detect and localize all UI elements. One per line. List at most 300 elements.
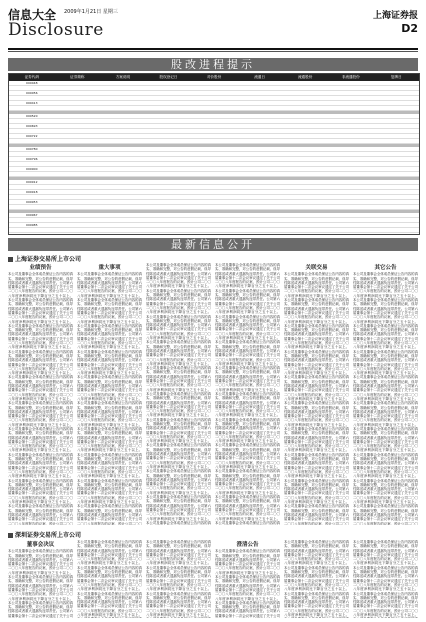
table-cell [146, 233, 192, 235]
table-cell [374, 134, 420, 138]
table-cell [9, 119, 55, 123]
article-column [215, 540, 280, 618]
table-cell: 000413 [26, 101, 38, 105]
table-cell [100, 129, 146, 133]
table-cell [374, 114, 420, 118]
table-cell [237, 172, 283, 176]
table-cell [191, 167, 237, 171]
table-cell [191, 180, 237, 184]
table-cell [328, 205, 374, 209]
table-cell [282, 172, 328, 176]
column-header: 复牌日 [390, 75, 402, 79]
table-cell [374, 167, 420, 171]
table-cell [374, 139, 420, 143]
table-cell [146, 129, 192, 133]
table-cell [9, 195, 55, 199]
table-cell [146, 139, 192, 143]
table-cell [191, 119, 237, 123]
table-cell [146, 119, 192, 123]
table-cell [282, 101, 328, 105]
table-cell [146, 134, 192, 138]
table-cell [146, 195, 192, 199]
article-text: 本公司及董事会全体成员保证公告内容的真实、准确和完整，对公告的虚假记载、误导性陈述或者重大遗漏负连带责任。公司第六届董事会第十二次会议审议通过了关于公司二〇〇八年度报告的议案，预计公司二〇〇八年度净利润同比下降百分之五十以上。 本公司及董事会全体成员保证公告内容的真实、准确和完整，对公告的虚假记载、误导性陈述或者重大遗漏负连带责任。公司第六届董事会第十二次会议审议通过了关于公司二〇〇八年度报告的议案，预计公司二〇〇八年度净利润同比下降百分之五十以上。 本公司及董事会全体成员保证公告内容的真实、准确和完整，对公告的虚假记载、误导性陈述或者重大遗漏负连带责任。公司第六届董事会第十二次会议审议通过了关于公司二〇〇八年度报告的议案，预计公司二〇〇八年度净利润同比下降百分之五十以上。 [353, 540, 418, 618]
article-column [146, 263, 211, 525]
table-cell [55, 81, 101, 85]
table-cell [100, 180, 146, 184]
table-cell [328, 190, 374, 194]
table-cell [237, 139, 283, 143]
table-cell [55, 147, 101, 151]
banner-title: 股改进程提示 [171, 58, 255, 71]
table-cell [237, 228, 283, 232]
table-cell [9, 106, 55, 110]
shanghai-heading-text: 上海证券交易所上市公司 [15, 256, 82, 263]
table-cell [282, 129, 328, 133]
table-cell [100, 190, 146, 194]
table-cell: 000048 [26, 81, 38, 85]
table-cell [374, 213, 420, 217]
table-cell [282, 167, 328, 171]
table-cell [282, 205, 328, 209]
page-number: D2 [401, 22, 418, 35]
article-text: 本公司及董事会全体成员保证公告内容的真实、准确和完整，对公告的虚假记载、误导性陈述或者重大遗漏负连带责任。公司第六届董事会第十二次会议审议通过了关于公司二〇〇八年度报告的议案，预计公司二〇〇八年度净利润同比下降百分之五十以上。 本公司及董事会全体成员保证公告内容的真实、准确和完整，对公告的虚假记载、误导性陈述或者重大遗漏负连带责任。公司第六届董事会第十二次会议审议通过了关于公司二〇〇八年度报告的议案，预计公司二〇〇八年度净利润同比下降百分之五十以上。 本公司及董事会全体成员保证公告内容的真实、准确和完整，对公告的虚假记载、误导性陈述或者重大遗漏负连带责任。公司第六届董事会第十二次会议审议通过了关于公司二〇〇八年度报告的议案，预计公司二〇〇八年度净利润同比下降百分之五十以上。 本公司及董事会全体成员保证公告内容的真实、准确和完整，对公告的虚假记载、误导性陈述或者重大遗漏负连带责任。公司第六届董事会第十二次会议审议通过了关于公司二〇〇八年度报告的议案，预计公司二〇〇八年度净利润同比下降百分之五十以上。 本公司及董事会全体成员保证公告内容的真实、准确和完整，对公告的虚假记载、误导性陈述或者重大遗漏负连带责任。公司第六届董事会第十二次会议审议通过了关于公司二〇〇八年度报告的议案，预计公司二〇〇八年度净利润同比下降百分之五十以上。 本公司及董事会全体成员保证公告内容的真实、准确和完整，对公告的虚假记载、误导性陈述或者重大遗漏负连带责任。公司第六届董事会第十二次会议审议通过了关于公司二〇〇八年度报告的议案，预计公司二〇〇八年度净利润同比下降百分之五十以上。 本公司及董事会全体成员保证公告内容的真实、准确和完整，对公告的虚假记载、误导性陈述或者重大遗漏负连带责任。公司第六届董事会第十二次会议审议通过了关于公司二〇〇八年度报告的议案，预计公司二〇〇八年度净利润同比下降百分之五十以上。 本公司及董事会全体成员保证公告内容的真实、准确和完整，对公告的虚假记载、误导性陈述或者重大遗漏负连带责任。公司第六届董事会第十二次会议审议通过了关于公司二〇〇八年度报告的议案，预计公司二〇〇八年度净利润同比下降百分之五十以上。 本公司及董事会全体成员保证公告内容的真实、准确和完整，对公告的虚假记载、误导性陈述或者重大遗漏负连带责任。公司第六届董事会第十二次会议审议通过了关于公司二〇〇八年度报告的议案，预计公司二〇〇八年度净利润同比下降百分之五十以上。 本公司及董事会全体成员保证公告内容的真实、准确和完整，对公告的虚假记载、误导性陈述或者重大遗漏负连带责任。公司第六届董事会第十二次会议审议通过了关于公司二〇〇八年度报告的议案，预计公司二〇〇八年度净利润同比下降百分之五十以上。 本公司及董事会全体成员保证公告内容的真 [215, 263, 280, 525]
table-cell [191, 147, 237, 151]
table-cell [328, 157, 374, 161]
table-cell [328, 129, 374, 133]
table-cell [146, 167, 192, 171]
table-cell [9, 228, 55, 232]
latest-banner [8, 238, 418, 251]
table-cell [55, 91, 101, 95]
table-cell [374, 172, 420, 176]
table-cell [100, 172, 146, 176]
table-cell [55, 139, 101, 143]
table-cell [191, 86, 237, 90]
table-cell [100, 106, 146, 110]
table-cell [146, 185, 192, 189]
table-cell: 000918 [26, 190, 38, 194]
table-cell [237, 162, 283, 166]
table-cell [191, 139, 237, 143]
table-cell [374, 162, 420, 166]
table-cell [237, 124, 283, 128]
table-cell [237, 157, 283, 161]
table-cell [237, 147, 283, 151]
table-cell: 000722 [26, 134, 38, 138]
table-cell [100, 228, 146, 232]
table-cell [237, 81, 283, 85]
table-cell [146, 190, 192, 194]
table-cell [191, 134, 237, 138]
table-cell [146, 180, 192, 184]
section-title: Disclosure [8, 20, 104, 40]
column-heading: 澄清公告 [236, 542, 259, 548]
table-cell [282, 190, 328, 194]
divider [8, 51, 418, 52]
article-text: 本公司及董事会全体成员保证公告内容的真实、准确和完整，对公告的虚假记载、误导性陈述或者重大遗漏负连带责任。公司第六届董事会第十二次会议审议通过了关于公司二〇〇八年度报告的议案，预计公司二〇〇八年度净利润同比下降百分之五十以上。 本公司及董事会全体成员保证公告内容的真实、准确和完整，对公告的虚假记载、误导性陈述或者重大遗漏负连带责任。公司第六届董事会第十二次会议审议通过了关于公司二〇〇八年度报告的议案，预计公司二〇〇八年度净利润同比下降百分之五十以上。 本公司及董事会全体成员保证公告内容的真实、准确和完整，对公告的虚假记载、误导性陈述或者重大遗漏负连带责任。公司第六届董事会第十二次会议审议通过了关于公司二〇〇八年度报告的议案，预计公司二〇〇八年度净利润同比下降百分之五十以上。 本公司及董事会全体成员保证公告内容的真实、准确和完整，对公告的虚假记载、误导性陈述或者重大遗漏负连带责任。公司第六届董事会第十二次会议审议通过了关于公司二〇〇八年度报告的议案，预计公司二〇〇八年度净利润同比下降百分之五十以上。 本公司及董事会全体成员保证公告内容的真实、准确和完整，对公告的虚假记载、误导性陈述或者重大遗漏负连带责任。公司第六届董事会第十二次会议审议通过了关于公司二〇〇八年度报告的议案，预计公司二〇〇八年度净利润同比下降百分之五十以上。 本公司及董事会全体成员保证公告内容的真实、准确和完整，对公告的虚假记载、误导性陈述或者重大遗漏负连带责任。公司第六届董事会第十二次会议审议通过了关于公司二〇〇八年度报告的议案，预计公司二〇〇八年度净利润同比下降百分之五十以上。 本公司及董事会全体成员保证公告内容的真实、准确和完整，对公告的虚假记载、误导性陈述或者重大遗漏负连带责任。公司第六届董事会第十二次会议审议通过了关于公司二〇〇八年度报告的议案，预计公司二〇〇八年度净利润同比下降百分之五十以上。 本公司及董事会全体成员保证公告内容的真实、准确和完整，对公告的虚假记载、误导性陈述或者重大遗漏负连带责任。公司第六届董事会第十二次会议审议通过了关于公司二〇〇八年度报告的议案，预计公司二〇〇八年度净利润同比下降百分之五十以上。 本公司及董事会全体成员保证公告内容的真实、准确和完整，对公告的虚假记载、误导性陈述或者重大遗漏负连带责任。公司第六届董事会第十二次会议审议通过了关于公司二〇〇八年度报告的议案，预计公司二〇〇八年度净利润同比下降百分之五十以上。 本公司及董事会全体成员保证公告内容的真实、准确和完整，对公告的虚假记载、误导性陈述或者重大遗漏负连带责任。公司第六届董事会第十二次会议审议通过了关于公司二〇〇八年度报告的议案，预计公司二〇〇 [353, 272, 418, 525]
table-cell [328, 233, 374, 235]
table-cell [55, 213, 101, 217]
table-cell [9, 139, 55, 143]
table-cell [191, 162, 237, 166]
table-cell [55, 134, 101, 138]
table-cell [328, 152, 374, 156]
table-body [9, 81, 419, 235]
table-cell [237, 134, 283, 138]
table-cell [282, 119, 328, 123]
table-cell [146, 228, 192, 232]
table-cell [55, 86, 101, 90]
table-cell: 000900 [26, 167, 38, 171]
table-cell [282, 152, 328, 156]
table-cell [237, 223, 283, 227]
table-cell [328, 195, 374, 199]
table-cell [374, 205, 420, 209]
table-cell [328, 119, 374, 123]
table-cell: 000796 [26, 157, 38, 161]
table-cell [237, 233, 283, 235]
article-text: 本公司及董事会全体成员保证公告内容的真实、准确和完整，对公告的虚假记载、误导性陈述或者重大遗漏负连带责任。公司第六届董事会第十二次会议审议通过了关于公司二〇〇八年度报告的议案，预计公司二〇〇八年度净利润同比下降百分之五十以上。 本公司及董事会全体成员保证公告内容的真实、准确和完整，对公告的虚假记载、误导性陈述或者重大遗漏负连带责任。公司第六届董事会第十二次会议审议通过了关于公司二〇〇八年度报告的议案，预计公司二〇〇八年度净利润同比下降百分之五十以上。 本公司及董事会全体成员保证公告内容的真实、准确和完整，对公告的虚假记载、误导性陈述或者重大遗漏负连带责任。公司第六届董事会第十二次会议审议通过了关于公司二〇〇八年度报告的议案，预计公司二〇〇八年度净利润同比下降百分之五十以上。 本公司及董事会全体成员保证公告内容的真实、准确和完整，对公告的虚假记载、误导性陈述或者重大遗漏负连带责任。公司第六届董事会第十二次会议审议通过了关于公司二〇〇八年度报告的议案，预计公司二〇〇八年度净利润同比下降百分之五十以上。 本公司及董事会全体成员保证公告内容的真实、准确和完整，对公告的虚假记载、误导性陈述或者重大遗漏负连带责任。公司第六届董事会第十二次会议审议通过了关于公司二〇〇八年度报告的议案，预计公司二〇〇八年度净利润同比下降百分之五十以上。 本公司及董事会全体成员保证公告内容的真实、准确和完整，对公告的虚假记载、误导性陈述或者重大遗漏负连带责任。公司第六届董事会第十二次会议审议通过了关于公司二〇〇八年度报告的议案，预计公司二〇〇八年度净利润同比下降百分之五十以上。 本公司及董事会全体成员保证公告内容的真实、准确和完整，对公告的虚假记载、误导性陈述或者重大遗漏负连带责任。公司第六届董事会第十二次会议审议通过了关于公司二〇〇八年度报告的议案，预计公司二〇〇八年度净利润同比下降百分之五十以上。 本公司及董事会全体成员保证公告内容的真实、准确和完整，对公告的虚假记载、误导性陈述或者重大遗漏负连带责任。公司第六届董事会第十二次会议审议通过了关于公司二〇〇八年度报告的议案，预计公司二〇〇八年度净利润同比下降百分之五十以上。 本公司及董事会全体成员保证公告内容的真实、准确和完整，对公告的虚假记载、误导性陈述或者重大遗漏负连带责任。公司第六届董事会第十二次会议审议通过了关于公司二〇〇八年度报告的议案，预计公司二〇〇八年度净利润同比下降百分之五十以上。 本公司及董事会全体成员保证公告内容的真实、准确和完整，对公告的虚假记载、误导性陈述或者重大遗漏负连带责任。公司第六届董事会第十二次会议审议通过了关于公司二〇〇八年度报告的议案，预计公司二〇〇 [77, 272, 142, 525]
table-cell: 000912 [26, 180, 38, 184]
table-cell: 000985 [26, 223, 38, 227]
table-cell [100, 185, 146, 189]
table-cell [328, 172, 374, 176]
table-cell [146, 106, 192, 110]
table-cell [328, 134, 374, 138]
table-cell [191, 172, 237, 176]
table-cell [282, 185, 328, 189]
table-cell [100, 81, 146, 85]
table-cell [146, 96, 192, 100]
table-cell [55, 162, 101, 166]
table-cell [328, 86, 374, 90]
table-cell [282, 195, 328, 199]
banner-title: 最新信息公开 [171, 238, 255, 251]
table-cell: 000056 [26, 91, 38, 95]
article-text: 本公司及董事会全体成员保证公告内容的真实、准确和完整，对公告的虚假记载、误导性陈述或者重大遗漏负连带责任。公司第六届董事会第十二次会议审议通过了关于公司二〇〇八年度报告的议案，预计公司二〇〇八年度净利润同比下降百分之五十以上。 本公司及董事会全体成员保证公告内容的真实、准确和完整，对公告的虚假记载、误导性陈述或者重大遗漏负连带责任。公司第六届董事会第十二次会议审议通过了关于公司二〇〇八年度报告的议案，预计公司二〇〇八年度净利润同比下降百分之五十以上。 本公司及董事会全体成员保证公告内容的真实、准确和完整，对公告的虚假记载、误导性陈述或者重大遗漏负连带责任。公司第六届董事会第十二次会议审议通过了关于公司二〇〇八年度报告的议案，预计公司二〇〇八年度净利润同比下降百分之五十以上。 [77, 540, 142, 618]
table-cell [328, 185, 374, 189]
table-cell [282, 200, 328, 204]
table-cell [374, 106, 420, 110]
table-cell [100, 124, 146, 128]
table-cell [328, 167, 374, 171]
reform-banner [8, 58, 418, 71]
table-cell [237, 106, 283, 110]
table-cell [146, 114, 192, 118]
table-cell [282, 157, 328, 161]
article-column [284, 263, 349, 525]
table-cell [100, 213, 146, 217]
column-heading: 董事会决议 [26, 542, 55, 548]
table-cell [328, 147, 374, 151]
table-cell [282, 228, 328, 232]
table-cell [282, 147, 328, 151]
table-cell [191, 106, 237, 110]
table-cell [374, 180, 420, 184]
table-cell [55, 180, 101, 184]
column-heading: 其它公告 [374, 265, 397, 271]
table-cell [191, 228, 237, 232]
table-cell [146, 218, 192, 222]
table-cell [9, 96, 55, 100]
table-header [9, 74, 419, 81]
table-cell [282, 180, 328, 184]
table-cell [55, 129, 101, 133]
table-cell [237, 114, 283, 118]
table-cell [55, 195, 101, 199]
article-column [77, 540, 142, 618]
table-cell [100, 139, 146, 143]
table-cell [328, 101, 374, 105]
shenzhen-heading [8, 530, 81, 539]
table-cell [146, 152, 192, 156]
table-cell [55, 228, 101, 232]
table-cell [328, 223, 374, 227]
table-cell [55, 101, 101, 105]
table-cell [328, 106, 374, 110]
table-cell [146, 101, 192, 105]
column-header: 股权登记日 [159, 75, 178, 79]
article-text: 本公司及董事会全体成员保证公告内容的真实、准确和完整，对公告的虚假记载、误导性陈述或者重大遗漏负连带责任。公司第六届董事会第十二次会议审议通过了关于公司二〇〇八年度报告的议案，预计公司二〇〇八年度净利润同比下降百分之五十以上。 本公司及董事会全体成员保证公告内容的真实、准确和完整，对公告的虚假记载、误导性陈述或者重大遗漏负连带责任。公司第六届董事会第十二次会议审议通过了关于公司二〇〇八年度报告的议案，预计公司二〇〇八年度净利润同比下降百分之五十以上。 本公司及董事会全体成员保证公告内容的真实、准确和完整，对公告的虚假记载、误导性陈述或者重大遗漏负连带责任。公司第六届董事会第十二次会议审议通过了关于公司二〇〇八年度报告的议案，预计公司二〇〇八年度净利润同比下降百分之五十以上。 [284, 540, 349, 618]
table-cell [237, 152, 283, 156]
table-cell [55, 96, 101, 100]
table-cell [237, 129, 283, 133]
brand-title: 信息大全 [8, 8, 57, 22]
table-cell [55, 223, 101, 227]
table-cell [191, 190, 237, 194]
table-cell [191, 218, 237, 222]
table-cell [237, 195, 283, 199]
table-cell [146, 124, 192, 128]
table-cell [100, 101, 146, 105]
table-cell [9, 205, 55, 209]
table-cell: 000780 [26, 147, 38, 151]
article-column [353, 540, 418, 618]
table-cell [374, 101, 420, 105]
article-text: 本公司及董事会全体成员保证公告内容的真实、准确和完整，对公告的虚假记载、误导性陈述或者重大遗漏负连带责任。公司第六届董事会第十二次会议审议通过了关于公司二〇〇八年度报告的议案，预计公司二〇〇八年度净利润同比下降百分之五十以上。 本公司及董事会全体成员保证公告内容的真实、准确和完整，对公告的虚假记载、误导性陈述或者重大遗漏负连带责任。公司第六届董事会第十二次会议审议通过了关于公司二〇〇八年度报告的议案，预计公司二〇〇八年度净利润同比下降百分之五十以上。 本公司及董事会全体成员保证公告内容的真实、准确和完整，对公告的虚假记载、误导性陈述或者重大遗漏负连带责任。公司第六届董事会第十二次会议审议通过了关于公司二〇〇八年度报告的议案，预计公司二〇〇八年度净利润同比下降百分之五十以上。 [146, 540, 211, 618]
table-cell [191, 195, 237, 199]
table-cell [191, 213, 237, 217]
table-cell [374, 124, 420, 128]
table-cell [55, 185, 101, 189]
table-cell [100, 223, 146, 227]
table-cell [237, 190, 283, 194]
table-cell [100, 233, 146, 235]
table-cell [328, 213, 374, 217]
table-cell [328, 139, 374, 143]
article-column [284, 540, 349, 618]
table-cell [237, 180, 283, 184]
table-cell [237, 185, 283, 189]
table-cell [55, 233, 101, 235]
column-header: 流通日 [254, 75, 265, 79]
table-cell [374, 152, 420, 156]
table-cell [100, 195, 146, 199]
table-cell [237, 205, 283, 209]
table-cell [146, 223, 192, 227]
table-cell [374, 195, 420, 199]
table-cell [237, 200, 283, 204]
table-cell [282, 218, 328, 222]
column-header: 证券简称 [70, 75, 85, 79]
table-cell [374, 228, 420, 232]
table-cell [374, 157, 420, 161]
table-cell [374, 96, 420, 100]
table-cell [328, 200, 374, 204]
table-cell [100, 162, 146, 166]
table-cell [55, 167, 101, 171]
table-cell [55, 205, 101, 209]
table-cell [146, 147, 192, 151]
table-cell [191, 101, 237, 105]
table-cell: 000520 [26, 114, 38, 118]
shenzhen-heading-text: 深圳证券交易所上市公司 [15, 532, 82, 539]
table-cell [237, 119, 283, 123]
table-cell [282, 114, 328, 118]
table-cell [191, 96, 237, 100]
table-cell [237, 91, 283, 95]
table-cell [55, 172, 101, 176]
table-cell: 000953 [26, 200, 38, 204]
article-column [8, 263, 73, 525]
table-cell [100, 134, 146, 138]
article-column [353, 263, 418, 525]
divider [8, 48, 418, 50]
table-cell [191, 114, 237, 118]
table-cell [191, 91, 237, 95]
shenzhen-columns [8, 540, 418, 618]
table-cell [191, 129, 237, 133]
table-cell: 000693 [26, 124, 38, 128]
table-cell [328, 124, 374, 128]
table-cell [100, 205, 146, 209]
table-cell [374, 185, 420, 189]
table-cell [328, 96, 374, 100]
table-cell [146, 157, 192, 161]
table-cell [100, 152, 146, 156]
column-header: 证券代码 [24, 75, 39, 79]
table-cell [328, 91, 374, 95]
table-cell [55, 190, 101, 194]
table-cell [374, 119, 420, 123]
article-text: 本公司及董事会全体成员保证公告内容的真实、准确和完整，对公告的虚假记载、误导性陈述或者重大遗漏负连带责任。公司第六届董事会第十二次会议审议通过了关于公司二〇〇八年度报告的议案，预计公司二〇〇八年度净利润同比下降百分之五十以上。 本公司及董事会全体成员保证公告内容的真实、准确和完整，对公告的虚假记载、误导性陈述或者重大遗漏负连带责任。公司第六届董事会第十二次会议审议通过了关于公司二〇〇八年度报告的议案，预计公司二〇〇八年度净利润同比下降百分之五十以上。 本公司及董事会全体成员保证公告内容的真实、准确和完整，对公告的虚假记载、误导性陈述或者重大遗漏负连带责任。公司第六届董事会第十二次会议审议通过了关于公司 [215, 549, 280, 618]
table-cell [100, 218, 146, 222]
table-cell [100, 167, 146, 171]
table-cell [191, 81, 237, 85]
column-header: 方案说明 [115, 75, 131, 79]
table-cell [9, 152, 55, 156]
table-cell [282, 139, 328, 143]
table-cell [282, 233, 328, 235]
table-cell [237, 96, 283, 100]
table-cell [374, 91, 420, 95]
table-cell [100, 200, 146, 204]
table-cell [282, 213, 328, 217]
column-heading: 业绩预告 [29, 265, 52, 271]
table-cell [328, 114, 374, 118]
table-cell [100, 157, 146, 161]
table-cell [282, 96, 328, 100]
table-cell [191, 185, 237, 189]
table-cell: 600094 [26, 233, 38, 235]
table-cell [191, 205, 237, 209]
table-cell [374, 129, 420, 133]
table-cell [282, 86, 328, 90]
table-cell [9, 86, 55, 90]
table-cell [146, 200, 192, 204]
table-cell [328, 180, 374, 184]
table-cell [237, 86, 283, 90]
table-cell [191, 157, 237, 161]
article-text: 本公司及董事会全体成员保证公告内容的真实、准确和完整，对公告的虚假记载、误导性陈述或者重大遗漏负连带责任。公司第六届董事会第十二次会议审议通过了关于公司二〇〇八年度报告的议案，预计公司二〇〇八年度净利润同比下降百分之五十以上。 本公司及董事会全体成员保证公告内容的真实、准确和完整，对公告的虚假记载、误导性陈述或者重大遗漏负连带责任。公司第六届董事会第十二次会议审议通过了关于公司二〇〇八年度报告的议案，预计公司二〇〇八年度净利润同比下降百分之五十以上。 本公司及董事会全体成员保证公告内容的真实、准确和完整，对公告的虚假记载、误导性陈述或者重大遗漏负连带责任。公司第六届董事会第十二次会议审议通过了关于公司二〇〇八年度报告的议案，预计公司二〇〇八年度净利润同比下降百分之五十以上。 本公司及董事会全体成员保证公告内容的真实、准确和完整，对公告的虚假记载、误导性陈述或者重大遗漏负连带责任。公司第六届董事会第十二次会议审议通过了关于公司二〇〇八年度报告的议案，预计公司二〇〇八年度净利润同比下降百分之五十以上。 本公司及董事会全体成员保证公告内容的真实、准确和完整，对公告的虚假记载、误导性陈述或者重大遗漏负连带责任。公司第六届董事会第十二次会议审议通过了关于公司二〇〇八年度报告的议案，预计公司二〇〇八年度净利润同比下降百分之五十以上。 本公司及董事会全体成员保证公告内容的真实、准确和完整，对公告的虚假记载、误导性陈述或者重大遗漏负连带责任。公司第六届董事会第十二次会议审议通过了关于公司二〇〇八年度报告的议案，预计公司二〇〇八年度净利润同比下降百分之五十以上。 本公司及董事会全体成员保证公告内容的真实、准确和完整，对公告的虚假记载、误导性陈述或者重大遗漏负连带责任。公司第六届董事会第十二次会议审议通过了关于公司二〇〇八年度报告的议案，预计公司二〇〇八年度净利润同比下降百分之五十以上。 本公司及董事会全体成员保证公告内容的真实、准确和完整，对公告的虚假记载、误导性陈述或者重大遗漏负连带责任。公司第六届董事会第十二次会议审议通过了关于公司二〇〇八年度报告的议案，预计公司二〇〇八年度净利润同比下降百分之五十以上。 本公司及董事会全体成员保证公告内容的真实、准确和完整，对公告的虚假记载、误导性陈述或者重大遗漏负连带责任。公司第六届董事会第十二次会议审议通过了关于公司二〇〇八年度报告的议案，预计公司二〇〇八年度净利润同比下降百分之五十以上。 本公司及董事会全体成员保证公告内容的真实、准确和完整，对公告的虚假记载、误导性陈述或者重大遗漏负连带责任。公司第六届董事会第十二次会议审议通过了关于公司二〇〇八年度报告的议案，预计公司二〇〇八年度净利润同比下降百分之五十以上。 本公司及董事会全体成员保证公告内容的真 [146, 263, 211, 525]
table-cell [282, 162, 328, 166]
table-cell [146, 205, 192, 209]
table-cell [100, 91, 146, 95]
bullet-icon [8, 257, 13, 262]
column-header: 非流通股份 [341, 75, 360, 79]
table-cell [55, 152, 101, 156]
column-header: 流通股份 [297, 75, 313, 79]
dateline: 2009年1月21日 星期三 [64, 9, 118, 15]
table-cell [374, 218, 420, 222]
article-column [215, 263, 280, 525]
table-cell [146, 213, 192, 217]
article-column [146, 540, 211, 618]
table-cell [146, 91, 192, 95]
table-cell [282, 134, 328, 138]
table-cell [9, 185, 55, 189]
table-cell [146, 172, 192, 176]
table-cell [374, 81, 420, 85]
article-text: 本公司及董事会全体成员保证公告内容的真实、准确和完整，对公告的虚假记载、误导性陈述或者重大遗漏负连带责任。公司第六届董事会第十二次会议审议通过了关于公司二〇〇八年度报告的议案，预计公司二〇〇八年度净利润同比下降百分之五十以上。 本公司及董事会全体成员保证公告内容的真实、准确和完整，对公告的虚假记载、误导性陈述或者重大遗漏负连带责任。公司第六届董事会第十二次会议审议通过了关于公司二〇〇八年度报告的议案，预计公司二〇〇八年度净利润同比下降百分之五十以上。 本公司及董事会全体成员保证公告内容的真实、准确和完整，对公告的虚假记载、误导性陈述或者重大遗漏负连带责任。公司第六届董事会第十二次会议审议通过了关于公司 [8, 549, 73, 618]
table-cell [55, 119, 101, 123]
table-cell [146, 81, 192, 85]
table-cell [9, 129, 55, 133]
table-cell [191, 223, 237, 227]
table-cell [282, 124, 328, 128]
column-heading: 关联交易 [305, 265, 328, 271]
table-cell [237, 101, 283, 105]
table-cell [328, 162, 374, 166]
table-cell [374, 190, 420, 194]
table-cell [55, 106, 101, 110]
table-cell [55, 124, 101, 128]
table-cell: 000967 [26, 213, 38, 217]
article-column [8, 540, 73, 618]
table-cell [191, 233, 237, 235]
table-cell [191, 200, 237, 204]
reform-table [8, 73, 420, 235]
article-column [77, 263, 142, 525]
table-cell [374, 86, 420, 90]
table-row [9, 233, 419, 235]
table-cell [55, 200, 101, 204]
column-header: 对价股份 [206, 75, 222, 79]
table-cell [191, 152, 237, 156]
table-cell [237, 213, 283, 217]
table-cell [100, 119, 146, 123]
article-text: 本公司及董事会全体成员保证公告内容的真实、准确和完整，对公告的虚假记载、误导性陈述或者重大遗漏负连带责任。公司第六届董事会第十二次会议审议通过了关于公司二〇〇八年度报告的议案，预计公司二〇〇八年度净利润同比下降百分之五十以上。 本公司及董事会全体成员保证公告内容的真实、准确和完整，对公告的虚假记载、误导性陈述或者重大遗漏负连带责任。公司第六届董事会第十二次会议审议通过了关于公司二〇〇八年度报告的议案，预计公司二〇〇八年度净利润同比下降百分之五十以上。 本公司及董事会全体成员保证公告内容的真实、准确和完整，对公告的虚假记载、误导性陈述或者重大遗漏负连带责任。公司第六届董事会第十二次会议审议通过了关于公司二〇〇八年度报告的议案，预计公司二〇〇八年度净利润同比下降百分之五十以上。 本公司及董事会全体成员保证公告内容的真实、准确和完整，对公告的虚假记载、误导性陈述或者重大遗漏负连带责任。公司第六届董事会第十二次会议审议通过了关于公司二〇〇八年度报告的议案，预计公司二〇〇八年度净利润同比下降百分之五十以上。 本公司及董事会全体成员保证公告内容的真实、准确和完整，对公告的虚假记载、误导性陈述或者重大遗漏负连带责任。公司第六届董事会第十二次会议审议通过了关于公司二〇〇八年度报告的议案，预计公司二〇〇八年度净利润同比下降百分之五十以上。 本公司及董事会全体成员保证公告内容的真实、准确和完整，对公告的虚假记载、误导性陈述或者重大遗漏负连带责任。公司第六届董事会第十二次会议审议通过了关于公司二〇〇八年度报告的议案，预计公司二〇〇八年度净利润同比下降百分之五十以上。 本公司及董事会全体成员保证公告内容的真实、准确和完整，对公告的虚假记载、误导性陈述或者重大遗漏负连带责任。公司第六届董事会第十二次会议审议通过了关于公司二〇〇八年度报告的议案，预计公司二〇〇八年度净利润同比下降百分之五十以上。 本公司及董事会全体成员保证公告内容的真实、准确和完整，对公告的虚假记载、误导性陈述或者重大遗漏负连带责任。公司第六届董事会第十二次会议审议通过了关于公司二〇〇八年度报告的议案，预计公司二〇〇八年度净利润同比下降百分之五十以上。 本公司及董事会全体成员保证公告内容的真实、准确和完整，对公告的虚假记载、误导性陈述或者重大遗漏负连带责任。公司第六届董事会第十二次会议审议通过了关于公司二〇〇八年度报告的议案，预计公司二〇〇八年度净利润同比下降百分之五十以上。 本公司及董事会全体成员保证公告内容的真实、准确和完整，对公告的虚假记载、误导性陈述或者重大遗漏负连带责任。公司第六届董事会第十二次会议审议通过了关于公司二〇〇八年度报告的议案，预计公司二〇〇 [8, 272, 73, 525]
table-cell [328, 218, 374, 222]
table-cell [282, 91, 328, 95]
bullet-icon [8, 533, 13, 538]
table-cell [374, 200, 420, 204]
table-cell [237, 218, 283, 222]
table-cell [55, 157, 101, 161]
table-cell [282, 106, 328, 110]
table-cell [328, 81, 374, 85]
table-cell [55, 114, 101, 118]
